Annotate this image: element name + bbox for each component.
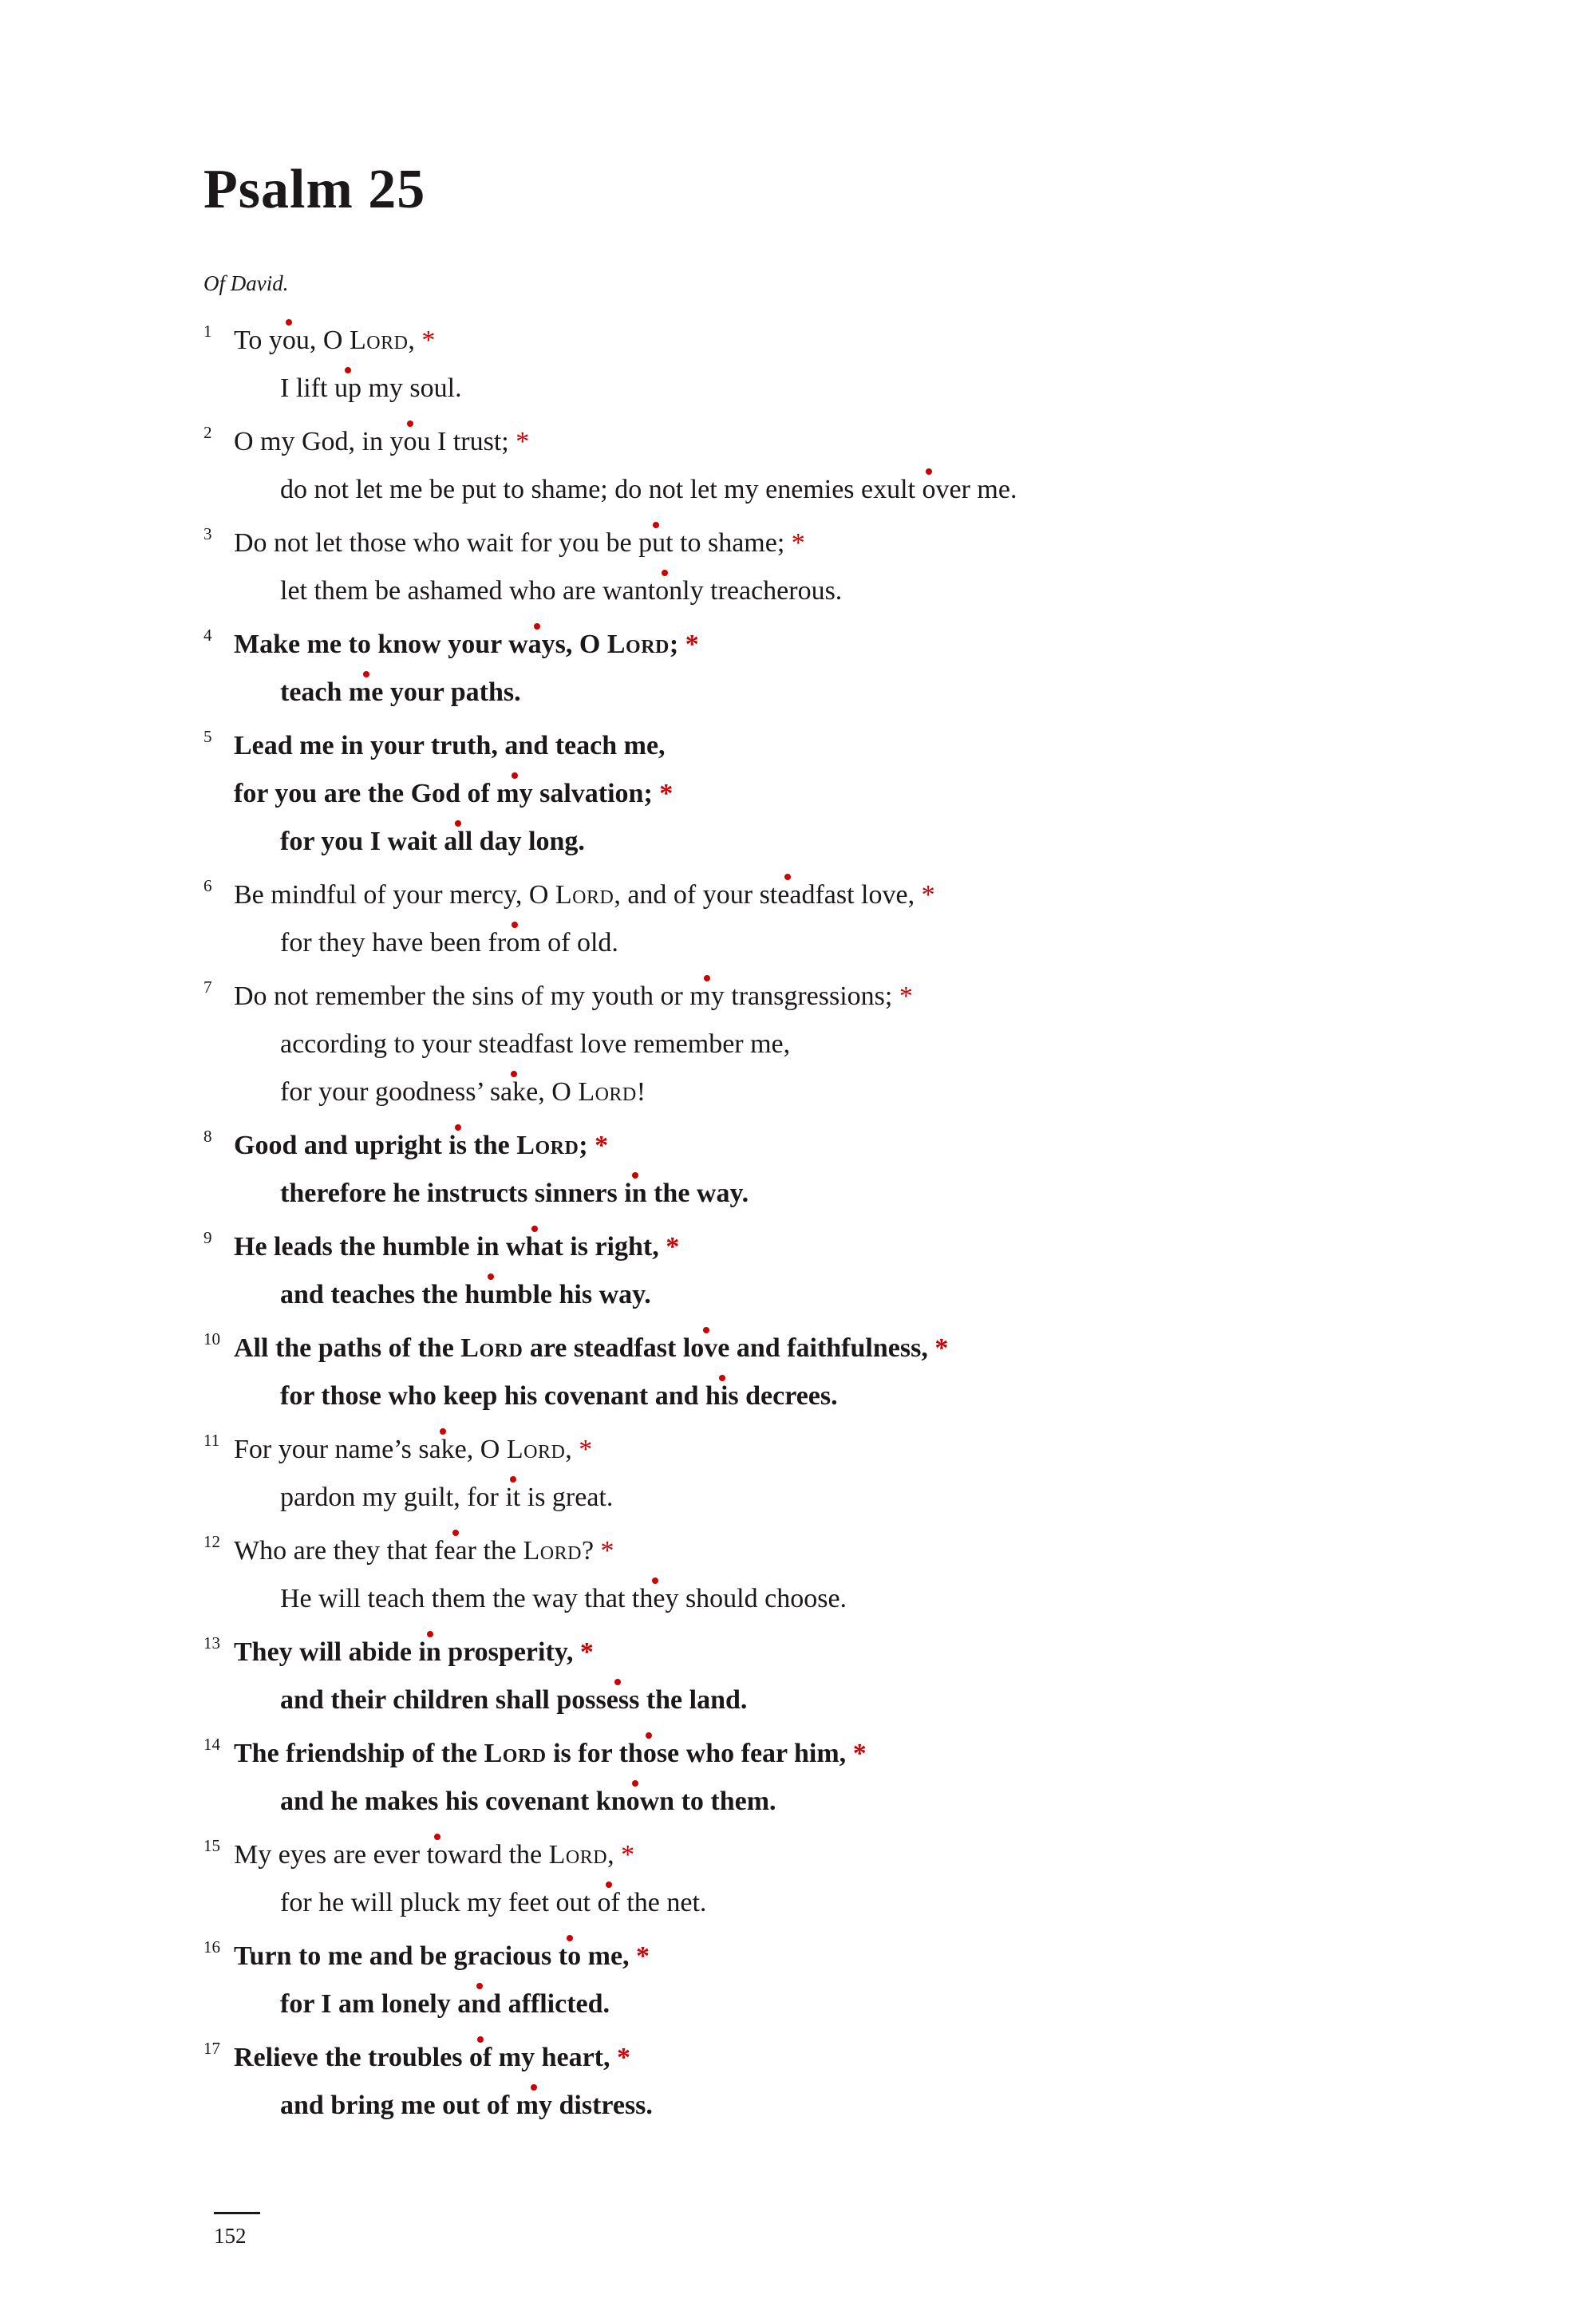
psalm-verse — [203, 621, 1448, 717]
pointing-dot: known — [595, 1787, 675, 1816]
verse-line: Turn to me and be gracious to me, * — [234, 1941, 650, 1971]
small-caps-lord: Lord — [516, 1131, 579, 1160]
verse-line: for you I wait all day long. — [280, 827, 585, 856]
pointing-dot: those — [618, 1739, 680, 1768]
page-number: 152 — [214, 2224, 247, 2248]
psalm-verse — [203, 1730, 1448, 1826]
pointing-asterisk: * — [600, 1536, 614, 1566]
verse-line: All the paths of the Lord are steadfast love and faithfulness, * — [234, 1333, 949, 1363]
small-caps-lord: Lord — [606, 630, 670, 659]
verse-line: and bring me out of my distress. — [280, 2091, 653, 2120]
pointing-asterisk: * — [617, 2043, 631, 2072]
verse-line: Be mindful of your mercy, O Lord, and of your steadfast love, * — [234, 880, 935, 910]
psalm-verse — [203, 418, 1448, 514]
pointing-dot: they — [631, 1584, 679, 1613]
verse-number: 14 — [203, 1735, 220, 1754]
verse-number: 2 — [203, 423, 212, 442]
psalm-title: Psalm 25 — [203, 159, 426, 220]
verse-line: Make me to know your ways, O Lord; * — [234, 630, 699, 659]
psalm-verse — [203, 1527, 1448, 1623]
verse-number: 13 — [203, 1633, 220, 1653]
pointing-asterisk: * — [852, 1739, 867, 1768]
pointing-dot: my — [689, 981, 725, 1011]
verse-line: and their children shall possess the land. — [280, 1685, 748, 1715]
psalm-attribution: Of David. — [203, 271, 289, 295]
psalm-verse — [203, 722, 1448, 866]
pointing-dot: and — [457, 1989, 502, 2019]
pointing-asterisk: * — [595, 1131, 609, 1160]
pointing-dot: is — [448, 1131, 467, 1160]
psalm-verse — [203, 317, 1448, 413]
verse-line: do not let me be put to shame; do not let my enemies exult over me. — [280, 475, 1017, 504]
pointing-asterisk: * — [921, 880, 935, 910]
verse-line: for he will pluck my feet out of the net. — [280, 1888, 707, 1917]
pointing-asterisk: * — [899, 981, 913, 1011]
verse-line: Lead me in your truth, and teach me, — [234, 731, 666, 760]
verse-number: 5 — [203, 727, 212, 746]
psalm-verse — [203, 519, 1448, 615]
small-caps-lord: Lord — [460, 1333, 523, 1363]
pointing-dot: love — [682, 1333, 730, 1363]
pointing-dot: it — [505, 1483, 521, 1512]
verse-line: teach me your paths. — [280, 677, 521, 707]
verse-number: 12 — [203, 1532, 220, 1551]
verse-line: pardon my guilt, for it is great. — [280, 1483, 614, 1512]
pointing-dot: to — [426, 1840, 448, 1870]
pointing-dot: me — [348, 677, 384, 707]
pointing-dot: to — [558, 1941, 582, 1971]
psalm-verse — [203, 1325, 1448, 1420]
pointing-dot: fear — [434, 1536, 476, 1566]
pointing-asterisk: * — [791, 528, 805, 558]
pointing-dot: what — [505, 1232, 563, 1262]
pointing-asterisk: * — [579, 1435, 593, 1464]
pointing-dot: hum — [464, 1280, 518, 1309]
small-caps-lord: Lord — [349, 326, 409, 355]
pointing-asterisk: * — [934, 1333, 949, 1363]
small-caps-lord: Lord — [578, 1077, 637, 1107]
verse-line: The friendship of the Lord is for those who fear him, * — [234, 1739, 867, 1768]
verse-line: My eyes are ever toward the Lord, * — [234, 1840, 635, 1870]
page-footer — [214, 2212, 260, 2249]
pointing-dot: from — [488, 928, 541, 958]
pointing-dot: you — [268, 326, 310, 355]
verse-number: 4 — [203, 626, 212, 645]
verse-line: and he makes his covenant known to them. — [280, 1787, 776, 1816]
verse-line: for those who keep his covenant and his decrees. — [280, 1381, 838, 1411]
psalm-verse — [203, 1223, 1448, 1319]
verse-number: 15 — [203, 1836, 220, 1855]
verse-line: Relieve the troubles of my heart, * — [234, 2043, 631, 2072]
psalm-verse — [203, 2034, 1448, 2130]
verse-line: and teaches the humble his way. — [280, 1280, 651, 1309]
small-caps-lord: Lord — [555, 880, 614, 910]
pointing-dot: sake — [418, 1435, 467, 1464]
verse-number: 7 — [203, 977, 212, 997]
verse-line: Who are they that fear the Lord? * — [234, 1536, 614, 1566]
verse-line: Do not let those who wait for you be put to shame; * — [234, 528, 805, 558]
verse-line: I lift up my soul. — [280, 373, 462, 403]
psalm-verse — [203, 1426, 1448, 1522]
pointing-dot: put — [638, 528, 674, 558]
psalm-verse — [203, 1122, 1448, 1218]
psalm-content — [203, 158, 1448, 2135]
pointing-dot: of — [597, 1888, 620, 1917]
verse-number: 8 — [203, 1127, 212, 1146]
verse-line: for your goodness’ sake, O Lord! — [280, 1077, 646, 1107]
pointing-dot: ton — [647, 576, 683, 606]
psalm-verse — [203, 1933, 1448, 2028]
verse-line: for they have been from of old. — [280, 928, 618, 958]
pointing-dot: my — [496, 779, 533, 808]
pointing-asterisk: * — [421, 326, 436, 355]
verse-line: according to your steadfast love remember me, — [280, 1029, 791, 1059]
pointing-dot: all — [444, 827, 473, 856]
pointing-asterisk: * — [621, 1840, 635, 1870]
pointing-asterisk: * — [579, 1637, 594, 1667]
small-caps-lord: Lord — [523, 1536, 582, 1566]
verse-number: 6 — [203, 876, 212, 895]
pointing-dot: up — [334, 373, 361, 403]
pointing-dot: you — [389, 427, 431, 456]
small-caps-lord: Lord — [548, 1840, 608, 1870]
pointing-asterisk: * — [666, 1232, 680, 1262]
verse-line: They will abide in prosperity, * — [234, 1637, 594, 1667]
verse-list — [203, 317, 1448, 2130]
verse-line: To you, O Lord, * — [234, 326, 436, 355]
psalm-verse — [203, 1629, 1448, 1724]
verse-number: 11 — [203, 1431, 220, 1450]
pointing-dot: ways — [508, 630, 566, 659]
pointing-dot: sake — [489, 1077, 539, 1107]
pointing-asterisk: * — [516, 427, 530, 456]
verse-number: 9 — [203, 1228, 212, 1247]
pointing-asterisk: * — [685, 630, 699, 659]
verse-number: 17 — [203, 2039, 220, 2058]
pointing-dot: my — [516, 2091, 552, 2120]
pointing-dot: stead — [759, 880, 816, 910]
pointing-dot: in — [418, 1637, 441, 1667]
verse-line: therefore he instructs sinners in the way. — [280, 1179, 749, 1208]
verse-line: for I am lonely and afflicted. — [280, 1989, 610, 2019]
psalm-verse — [203, 973, 1448, 1116]
verse-number: 10 — [203, 1329, 220, 1349]
footer-rule — [214, 2212, 260, 2214]
verse-number: 16 — [203, 1937, 220, 1957]
verse-line: Good and upright is the Lord; * — [234, 1131, 609, 1160]
pointing-dot: in — [624, 1179, 647, 1208]
verse-line: for you are the God of my salvation; * — [234, 779, 674, 808]
pointing-dot: sess — [595, 1685, 640, 1715]
verse-line: let them be ashamed who are wantonly treacherous. — [280, 576, 843, 606]
psalm-verse — [203, 1831, 1448, 1927]
verse-line: He will teach them the way that they should choose. — [280, 1584, 847, 1613]
verse-number: 3 — [203, 524, 212, 543]
pointing-dot: o — [922, 475, 936, 504]
small-caps-lord: Lord — [484, 1739, 547, 1768]
small-caps-lord: Lord — [506, 1435, 566, 1464]
verse-line: O my God, in you I trust; * — [234, 427, 530, 456]
pointing-asterisk: * — [636, 1941, 650, 1971]
verse-number: 1 — [203, 322, 212, 341]
verse-line: He leads the humble in what is right, * — [234, 1232, 680, 1262]
psalm-verse — [203, 871, 1448, 967]
pointing-asterisk: * — [659, 779, 674, 808]
verse-line: For your name’s sake, O Lord, * — [234, 1435, 593, 1464]
verse-line: Do not remember the sins of my youth or my transgressions; * — [234, 981, 913, 1011]
pointing-dot: his — [705, 1381, 739, 1411]
pointing-dot: of — [468, 2043, 492, 2072]
